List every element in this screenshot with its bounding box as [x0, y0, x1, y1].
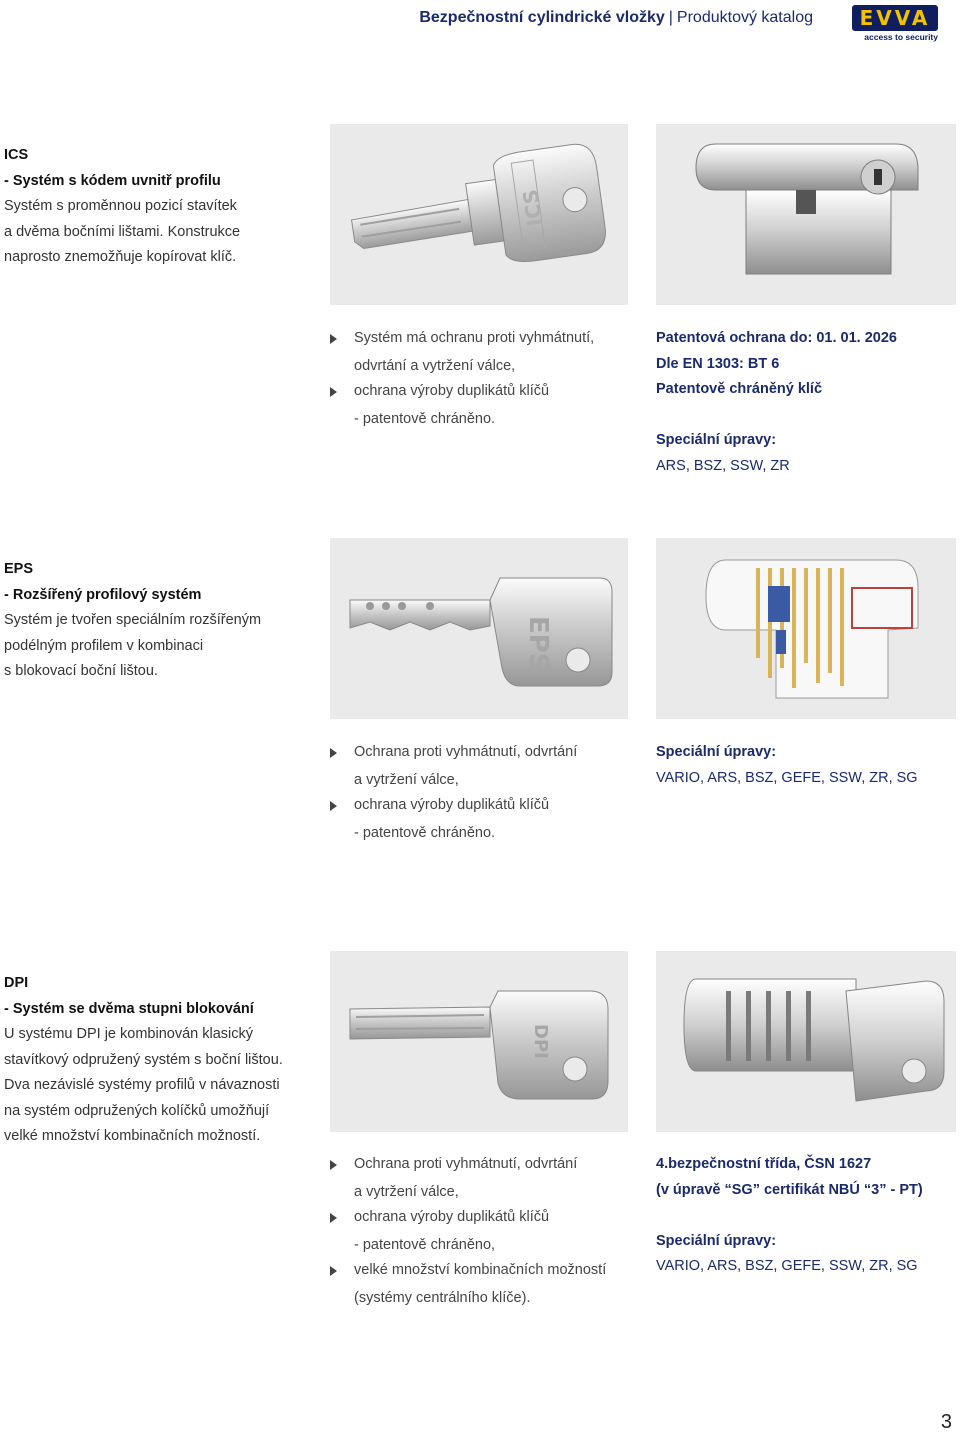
logo-text: EVVA	[859, 6, 931, 30]
bullet-item	[330, 793, 640, 821]
bullet-item	[330, 1205, 650, 1233]
key-image-eps	[330, 538, 628, 719]
desc-line: a dvěma bočními lištami. Konstrukce	[4, 223, 241, 240]
desc-line: U systému DPI je kombinován klasický	[4, 1026, 253, 1042]
bullet-continuation: - patentově chráněno,	[354, 1236, 496, 1253]
bullet-item	[330, 379, 640, 407]
bullet-triangle-icon	[330, 387, 337, 397]
special-adjustments-label: Speciální úpravy:	[656, 432, 777, 448]
bullet-continuation: - patentově chráněno.	[354, 824, 496, 841]
section-code: DPI	[4, 975, 29, 991]
section-subtitle: - Systém se dvěma stupni blokování	[4, 1000, 254, 1017]
bullet-continuation: - patentově chráněno.	[354, 410, 496, 427]
cylinder-image-dpi	[656, 951, 956, 1132]
bullet-text: Ochrana proti vyhmátnutí, odvrtání	[354, 744, 578, 760]
evva-logo	[852, 5, 938, 43]
section-subtitle: - Rozšířený profilový systém	[4, 586, 202, 603]
bullet-text: ochrana výroby duplikátů klíčů	[354, 797, 550, 813]
special-adjustments-value: VARIO, ARS, BSZ, GEFE, SSW, ZR, SG	[656, 769, 918, 786]
section-code: ICS	[4, 147, 29, 163]
bullet-item	[330, 740, 640, 768]
bullet-triangle-icon	[330, 801, 337, 811]
key-engraving: EPS	[523, 616, 553, 672]
bullet-continuation: a vytržení válce,	[354, 1183, 459, 1200]
info-line: Dle EN 1303: BT 6	[656, 355, 780, 372]
bullet-continuation: (systémy centrálního klíče).	[354, 1289, 531, 1306]
bullet-triangle-icon	[330, 748, 337, 758]
bullet-text: Systém má ochranu proti vyhmátnutí,	[354, 330, 595, 346]
special-adjustments-label: Speciální úpravy:	[656, 1232, 777, 1249]
desc-line: Systém je tvořen speciálním rozšířeným	[4, 612, 262, 628]
dpi-cylinder-cutaway-illustration	[656, 951, 956, 1132]
bullet-continuation: odvrtání a vytržení válce,	[354, 357, 516, 374]
desc-line: na systém odpružených kolíčků umožňují	[4, 1102, 270, 1119]
desc-line: stavítkový odpružený systém s boční lištou.	[4, 1051, 283, 1068]
section-dpi-text	[4, 971, 314, 1150]
section-eps-text	[4, 557, 304, 685]
desc-line: s blokovací boční lištou.	[4, 663, 158, 679]
section-subtitle: - Systém s kódem uvnitř profilu	[4, 172, 221, 189]
key-engraving: DPI	[530, 1024, 551, 1059]
info-line: Patentová ochrana do: 01. 01. 2026	[656, 330, 897, 346]
dpi-key-illustration	[330, 951, 628, 1132]
header-title-regular: Produktový katalog	[676, 9, 813, 26]
special-adjustments-value: VARIO, ARS, BSZ, GEFE, SSW, ZR, SG	[656, 1258, 918, 1274]
eps-info	[656, 740, 956, 791]
dpi-bullets	[330, 1152, 650, 1311]
desc-line: naprosto znemožňuje kopírovat klíč.	[4, 249, 237, 265]
desc-line: velké množství kombinačních možností.	[4, 1128, 261, 1144]
header-separator: |	[668, 9, 673, 26]
dpi-info	[656, 1152, 956, 1280]
logo-tagline: access to security	[864, 32, 938, 42]
bullet-item	[330, 1152, 650, 1180]
key-engraving: ICS	[518, 187, 547, 228]
cylinder-image-eps	[656, 538, 956, 719]
info-line: Patentově chráněný klíč	[656, 381, 823, 397]
ics-info	[656, 326, 956, 479]
bullet-triangle-icon	[330, 1213, 337, 1223]
section-ics-text	[4, 143, 304, 271]
header-title	[419, 9, 813, 27]
info-line: (v úpravě “SG” certifikát NBÚ “3” - PT)	[656, 1181, 923, 1198]
page-header	[0, 5, 948, 45]
bullet-item	[330, 1258, 650, 1286]
ics-cylinder-illustration	[656, 124, 956, 305]
ics-bullets	[330, 326, 640, 432]
special-adjustments-label: Speciální úpravy:	[656, 744, 777, 760]
eps-cylinder-cutaway-illustration	[656, 538, 956, 719]
desc-line: Dva nezávislé systémy profilů v návaznosti	[4, 1077, 280, 1093]
special-adjustments-value: ARS, BSZ, SSW, ZR	[656, 457, 790, 474]
bullet-text: velké množství kombinačních možností	[354, 1262, 607, 1278]
eps-key-illustration	[330, 538, 628, 719]
desc-line: podélným profilem v kombinaci	[4, 637, 204, 654]
bullet-triangle-icon	[330, 334, 337, 344]
bullet-triangle-icon	[330, 1160, 337, 1170]
bullet-triangle-icon	[330, 1266, 337, 1276]
section-code: EPS	[4, 561, 34, 577]
eps-bullets	[330, 740, 640, 846]
cylinder-image-ics	[656, 124, 956, 305]
key-image-ics	[330, 124, 628, 305]
bullet-text: ochrana výroby duplikátů klíčů	[354, 383, 550, 399]
ics-key-illustration	[330, 124, 628, 305]
bullet-text: Ochrana proti vyhmátnutí, odvrtání	[354, 1156, 578, 1172]
page-number: 3	[940, 1411, 952, 1433]
bullet-continuation: a vytržení válce,	[354, 771, 459, 788]
info-line: 4.bezpečnostní třída, ČSN 1627	[656, 1156, 872, 1172]
bullet-text: ochrana výroby duplikátů klíčů	[354, 1209, 550, 1225]
key-image-dpi	[330, 951, 628, 1132]
desc-line: Systém s proměnnou pozicí stavítek	[4, 198, 237, 214]
bullet-item	[330, 326, 640, 354]
header-title-bold: Bezpečnostní cylindrické vložky	[419, 9, 665, 26]
